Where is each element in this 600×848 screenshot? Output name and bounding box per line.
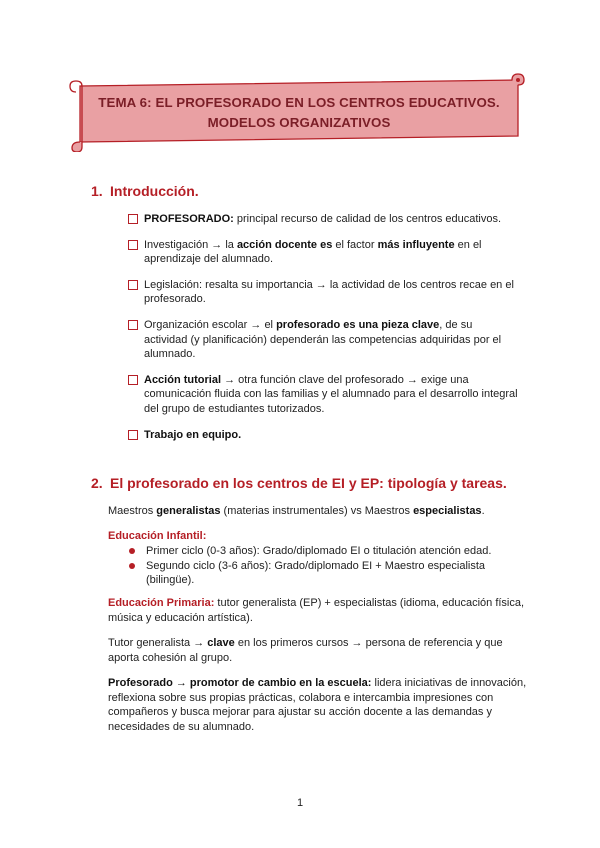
item-bold: profesorado es una pieza clave [276,318,440,331]
intro-text: Maestros [108,505,157,517]
page-number: 1 [296,797,304,809]
item-text: principal recurso de calidad de los centros educativos. [233,213,502,225]
item-text: Organización escolar → el [144,318,277,331]
intro-bold: generalistas [156,505,221,517]
bullet-dot-icon [129,563,135,569]
promotor-text: lidera iniciativas de innovación, reflexiona sobre sus propias prácticas, colabora e intercambia impresiones con compañeros y busca mejorar para ajustar su acción docente a las demandas y necesidades de su alumnado. [108,677,527,733]
title-line-1: TEMA 6: EL PROFESORADO EN LOS CENTROS EDUCATIVOS. [98,95,500,110]
primaria-text: tutor generalista (EP) + especialistas (idioma, educación física, música y educación artística). [108,597,525,624]
title-line-2: MODELOS ORGANIZATIVOS [207,115,391,130]
checkbox-square-icon [128,240,138,250]
list-item [128,238,518,267]
infantil-bullets [128,544,528,588]
item-text: Investigación → la [144,238,237,251]
title-banner [66,72,532,152]
list-item [128,318,518,362]
item-bold: acción docente es [236,238,333,251]
section-2-heading [91,475,507,491]
primaria-paragraph [108,596,528,625]
item-bold: más influyente [377,238,455,251]
bullet-text: Segundo ciclo (3-6 años): Grado/diplomado EI + Maestro especialista (bilingüe). [146,559,486,587]
item-text: el factor [332,238,378,251]
section-1-number: 1. [91,183,103,199]
list-item [128,559,528,588]
intro-bold: especialistas [413,505,482,517]
bullet-dot-icon [129,548,135,554]
teachers-intro [108,504,528,519]
tutor-text: en los primeros cursos → persona de referencia y que aporta cohesión al grupo. [108,637,503,664]
item-text: , de su actividad (y planificación) dependerán las competencias adquiridas por el alumnado. [144,318,502,361]
promotor-bold: Profesorado → promotor de cambio en la escuela: [108,677,372,689]
list-item [128,428,518,443]
infantil-heading: Educación Infantil: [108,530,207,542]
list-item [128,278,518,307]
intro-list [128,212,518,453]
section-1-title: Introducción. [110,183,199,199]
checkbox-square-icon [128,375,138,385]
primaria-heading: Educación Primaria: [108,597,215,609]
bullet-text: Primer ciclo (0-3 años): Grado/diplomado EI o titulación atención edad. [146,545,492,557]
section-1-heading [91,183,199,199]
list-item [128,212,518,227]
document-title [66,93,532,133]
tutor-bold: clave [207,637,235,649]
item-bold: PROFESORADO: [144,213,234,225]
checkbox-square-icon [128,430,138,440]
item-text: Legislación: resalta su importancia → la actividad de los centros recae en el profesorado. [144,278,514,306]
checkbox-square-icon [128,280,138,290]
item-bold: Acción tutorial [144,373,222,386]
list-item [128,544,528,559]
tutor-paragraph [108,636,528,665]
promotor-paragraph [108,676,528,734]
section-2-number: 2. [91,475,103,491]
section-2-title: El profesorado en los centros de EI y EP: tipología y tareas. [110,475,507,491]
checkbox-square-icon [128,214,138,224]
item-bold: Trabajo en equipo. [144,428,242,441]
item-text: en el aprendizaje del alumnado. [144,238,482,266]
intro-text: . [481,505,485,517]
list-item [128,373,518,417]
checkbox-square-icon [128,320,138,330]
tutor-text: Tutor generalista → [108,637,208,649]
intro-text: (materias instrumentales) vs Maestros [220,505,414,517]
item-text: → otra función clave del profesorado → exige una comunicación fluida con las familias y el alumnado para el desarrollo integral del grupo de estudiantes tutorizados. [144,373,518,415]
